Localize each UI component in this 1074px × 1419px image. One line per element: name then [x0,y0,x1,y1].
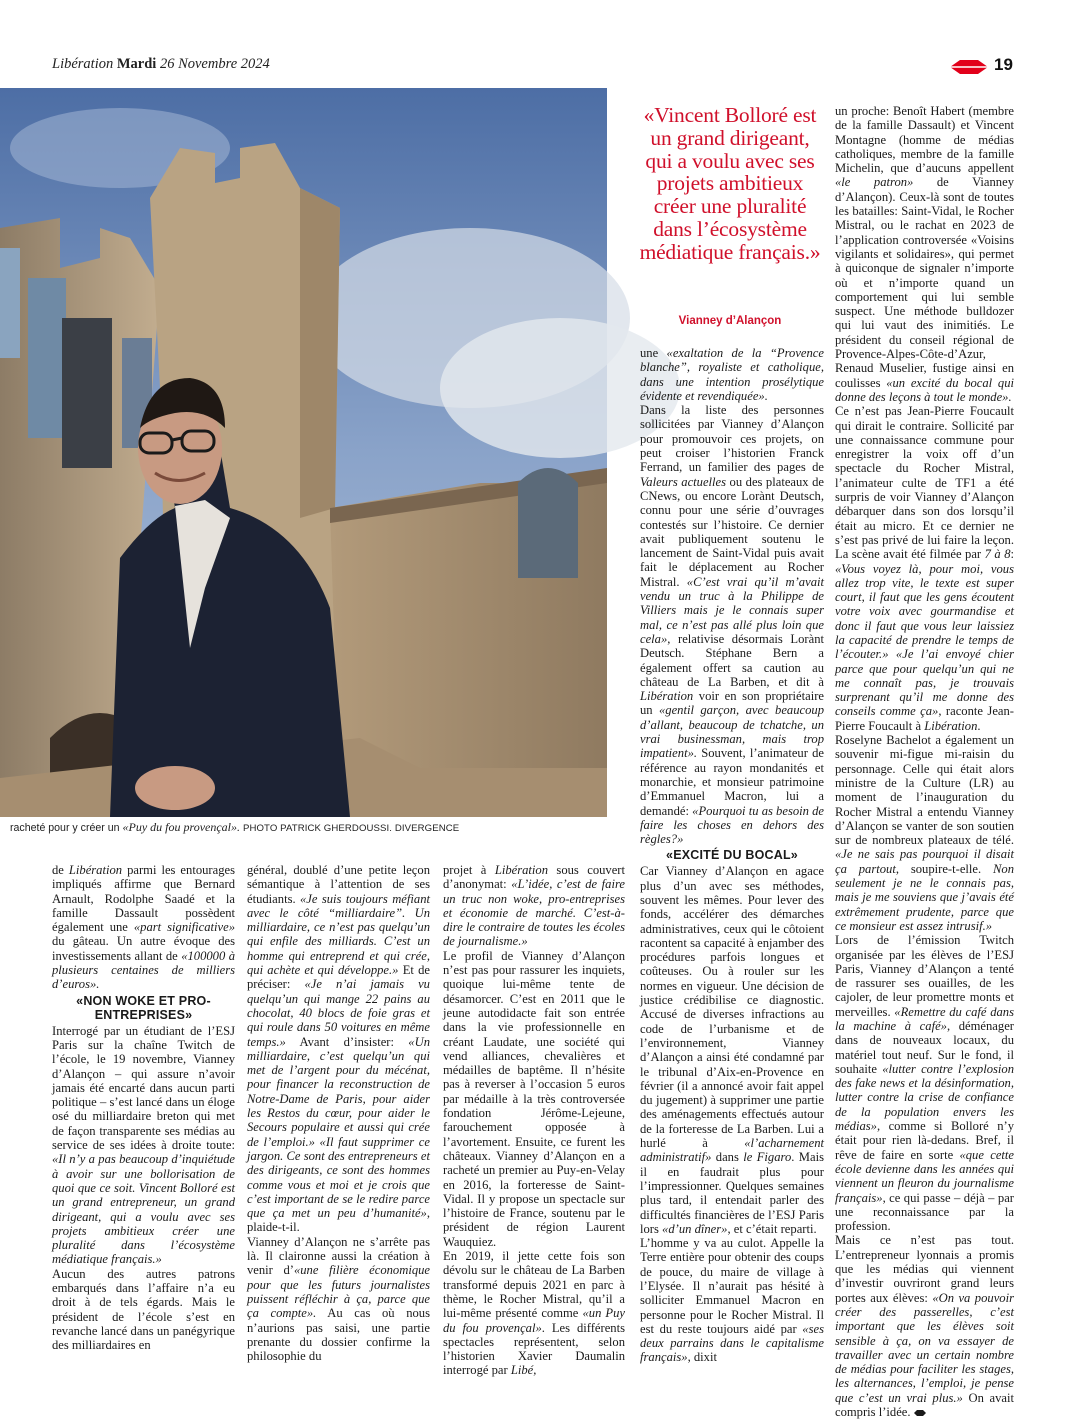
paragraph: Le profil de Vianney d’Alançon n’est pas pour rassurer les inquiets, quoique lui-même tente de désamorcer. C’est en 2011 que le jeune autodidacte fait son entrée dans la vie professionnelle en créant Laudate, une société qui vend alliances, chevalières et médailles de baptême. Il n’hésite pas à reverser à l’occasion 5 euros par médaille à la très controversée fondation Jérôme-Lejeune, farouchement opposée à l’avortement. Ensuite, ce furent les châteaux. Vianney d’Alançon en a racheté un premier au Puy-en-Velay en 2016, la forteresse de Saint-Vidal. Il y propose un spectacle sur l’histoire de France, soutenu par le président de région Laurent Wauquiez. [443,948,625,1249]
caption-italic: «Puy du fou provençal». [122,820,241,834]
paragraph: Aucun des autres patrons embarqués dans l’affaire n’a eu droit à de tels égards. Mais le président de l’école s’est en revanche lancé dans un panégyrique des milliardaires en [52,1266,235,1353]
caption-prefix: racheté pour y créer un [10,822,123,834]
paragraph: Roselyne Bachelot a également un souvenir mi-figue mi-raisin du personnage. Celle qui était alors ministre de la Culture (LR) au moment de l’inauguration du Rocher Mistral a entendu Vianney d’Alançon se vanter de son soutien sur de nombreux plateaux de télé. «Je ne sais pas pourquoi il disait ça partout, soupire-t-elle. Non seulement je ne le connais pas, mais je me souviens que j’avais été extrêmement prudente, parce que ce monsieur est assez intrusif.» [835,733,1015,933]
paragraph: Vianney d’Alançon ne s’arrête pas là. Il claironne aussi la création à venir d’«une filière économique pour que les futurs journalistes puissent réfléchir à ça, parce que ça compte». Au cas où nous n’aurions pas saisi, une partie prenante du dossier confirme la philosophie du [247,1234,431,1364]
paragraph: En 2019, il jette cette fois son dévolu sur le château de La Barben transformé depuis 2021 en parc à thème, le Rocher Mistral, qu’il a lui-même présenté comme «un Puy du fou provençal». Les différents spectacles représentent, selon l’historien Xavier Daumalin interrogé par Libé, [443,1249,626,1378]
article-column-4 [640,346,824,1365]
end-of-article-icon [914,1410,926,1416]
article-column-2 [247,863,430,1363]
article-photo [0,88,607,817]
liberation-logo-icon [950,60,988,74]
photo-credit: PHOTO PATRICK GHERDOUSSI. DIVERGENCE [242,823,460,834]
paragraph: Dans la liste des personnes sollicitées par Vianney d’Alançon pour promouvoir ces projets, on peut croiser l’historien Franck Ferrand, un familier des pages de Valeurs actuelles ou des plateaux de CNews, ou encore Lorànt Deutsch, connu pour une série d’ouvrages contestés sur l’histoire. Ce dernier avait publiquement soutenu le lancement de Saint-Vidal puis avait fait le déplacement au Rocher Mistral. «C’est vrai qu’il m’avait vendu un truc à la Philippe de Villiers mais je le connais super mal, ce n’est pas allé plus loin que cela», relativise désormais Lorànt Deutsch. Stéphane Bern a également offert sa caution au château de La Barben, et dit à Libération voir en son propriétaire un «gentil garçon, avec beaucoup d’allant, beaucoup de tchatche, un vrai businessman, mais trop impatient». Souvent, l’animateur de référence au rayon mondanités et monarchie, et monsieur patrimoine d’Emmanuel Macron, lui a demandé: «Pourquoi tu as besoin de faire les choses en dehors des règles?» [640,403,825,847]
paragraph: Lors de l’émission Twitch organisée par les élèves de l’ESJ Paris, Vianney d’Alançon a tenté de rassurer ses ouailles, de les cajoler, de leur promettre monts et merveilles. «Remettre du café dans la machine à café», déménager dans de nouveaux locaux, du matériel tout neuf. Sur le fond, il souhaite «lutter contre l’explosion des fake news et la désinformation, lutter contre la crise de confiance de la population envers les médias», comme si Bolloré n’y était pour rien là-dedans. Bref, il rêve de faire en sorte «que cette école devienne dans les années qui viennent un fleuron du journalisme français», ce qui passe – déjà – par une reconnaissance par la profession. [835,933,1014,1234]
photo-caption [10,821,610,835]
newspaper-name: Libération [52,56,114,72]
pull-quote-author: Vianney d’Alançon [678,315,782,327]
paragraph: de Libération parmi les entourages impliqués affirme que Bernard Arnault, Rodolphe Saadé et la famille Dassault possèdent également une «part significative» du gâteau. Un autre évoque des investissements allant de «100000 à plusieurs centaines de milliers d’euros». [52,863,235,992]
pull-quote: «Vincent Bolloré est un grand dirigeant, qui a voulu avec ses projets ambitieux créer une pluralité dans l’écosystème médiatique français.» [639,103,821,264]
page-header [52,56,270,73]
paragraph: projet à Libération sous couvert d’anonymat: «L’idée, c’est de faire un truc non woke, pro-entreprises et économie de marché. C’est-à-dire le contraire de toutes les écoles de journalisme.» [443,863,625,949]
paragraph: un proche: Benoît Habert (membre de la famille Dassault) et Vincent Montagne (homme de médias catholiques, membre de la famille Michelin, que d’aucuns appellent «le patron» de Vianney d’Alançon). Ceux-là sont de toutes les batailles: Saint-Vidal, le Rocher Mistral, ou le rachat en 2023 de l’application controversée «Voisins vigilants et solidaires», qui permet à quiconque de signaler n’importe où et n’importe quand un comportement qui lui semble suspect. Une méthode bulldozer qui lui vaut des inimitiés. Le président du conseil régional de Provence-Alpes-Côte-d’Azur, Renaud Muselier, fustige ainsi en coulisses «un excité du bocal qui donne des leçons à tout le monde». [835,104,1014,404]
paragraph: une «exaltation de la “Provence blanche”, royaliste et catholique, dans une intention prosélytique évidente et revendiquée». [640,346,824,403]
subheading: «NON WOKE ET PRO-ENTREPRISES» [76,993,211,1022]
portrait-photo-illustration [0,88,607,817]
page-number: 19 [994,55,1013,74]
paragraph: général, doublé d’une petite leçon sémantique à l’attention de ses étudiants. «Je suis toujours méfiant avec le côté “milliardaire”. Un milliardaire, ce n’est pas quelqu’un qui enfile des milliards. C’est un homme qui entreprend et qui crée, qui achète et qui développe.» Et de préciser: «Je n’ai jamais vu quelqu’un qui mange 22 pains au chocolat, 40 blocs de foie gras et qui roule dans 50 voitures en même temps.» Avant d’insister: «Un milliardaire, c’est quelqu’un qui met de l’argent pour du mécénat, pour financer la reconstruction de Notre-Dame de Paris, pour aider les Restos du cœur, pour aider le Secours populaire et aussi qui crée de l’emploi.» «Il faut supprimer ce jargon. Ce sont des entrepreneurs et des dirigeants, ce sont des hommes comme vous et moi et je crois que c’est important de se le redire parce que ça met un peu d’humanité», plaide-t-il. [247,863,430,1235]
article-column-5 [835,104,1014,1419]
paragraph: Car Vianney d’Alançon en agace plus d’un avec ses méthodes, souvent les mêmes. Pour lever des fonds, accélérer des démarches administratives, ceux qui le côtoient racontent sa capacité à enjamber des procédures parfois longues et coûteuses. Ou à rouler sur les normes en vigueur. Une décision de justice crédibilise ce diagnostic. Accusé de diverses infractions au code de l’urbanisme et de l’environnement, Vianney d’Alançon a ainsi été condamné par le tribunal d’Aix-en-Provence en février (il a annoncé avoir fait appel du jugement) à supprimer une partie des aménagements effectués autour de la forteresse de La Barben. Lui a hurlé à «l’acharnement administratif» dans le Figaro. Mais il en faudrait plus pour l’impressionner. Quelques semaines plus tard, il entendait parler des difficultés financières de l’ESJ Paris lors «d’un dîner», et c’était reparti. [640,864,824,1236]
paragraph: L’homme y va au culot. Appelle la Terre entière pour obtenir des coups de pouce, du maire de village à l’Elysée. Il n’aurait pas hésité à solliciter Emmanuel Macron en personne pour le Rocher Mistral. Il est du reste toujours aidé par «ses deux parrains dans le capitalisme français», dixit [640,1236,824,1365]
header-date: 26 Novembre 2024 [159,56,270,72]
paragraph: Interrogé par un étudiant de l’ESJ Paris sur la chaîne Twitch de l’école, le 19 novembre, Vianney d’Alançon – qui assure n’avoir jamais été encarté dans aucun parti politique – s’est lancé dans un éloge osé du milliardaire breton qui met de façon transparente ses médias au service de ses idées à droite toute: «Il n’y a pas beaucoup d’inquiétude à avoir sur une bollorisation de quoi que ce soit. Vincent Bolloré est un grand entrepreneur, un grand dirigeant, qui a voulu avec ses projets ambitieux créer une pluralité dans l’écosystème médiatique français.» [52,1023,235,1267]
paragraph: Mais ce n’est pas tout. L’entrepreneur lyonnais a promis que les médias qui viennent d’investir ouvriront grand leurs portes aux élèves: «On va pouvoir créer des passerelles, c’est important que les élèves soit sensible à ça, on va essayer de travailler avec un certain nombre de médias pour faciliter les stages, les alternances, l’emploi, je pense que c’est un vrai plus.» On avait compris l’idée. [835,1233,1014,1419]
header-day: Mardi [116,56,157,72]
paragraph: Ce n’est pas Jean-Pierre Foucault qui dirait le contraire. Sollicité par une connaissance commune pour enregistrer la voix off d’un spectacle du Rocher Mistral, l’animateur culte de TF1 a été surpris de voir Vianney d’Alançon débarquer dans son dos lorsqu’il était au micro. Et ce dernier ne s’est pas privé de lui faire la leçon. La scène avait été filmée par 7 à 8: «Vous voyez là, pour moi, vous allez trop vite, le texte est super court, il faut que les gens écoutent votre voix avec gourmandise et donc il faut que vous leur laissiez la capacité de prendre le temps de l’écouter.» «Je l’ai envoyé chier parce que pour quelqu’un qui ne me connaît pas, je trouvais surprenant qu’il me donne des conseils comme ça», raconte Jean-Pierre Foucault à Libération. [835,404,1015,733]
subheading: «EXCITÉ DU BOCAL» [666,848,798,863]
article-column-1 [52,863,235,1353]
article-column-3 [443,863,625,1378]
